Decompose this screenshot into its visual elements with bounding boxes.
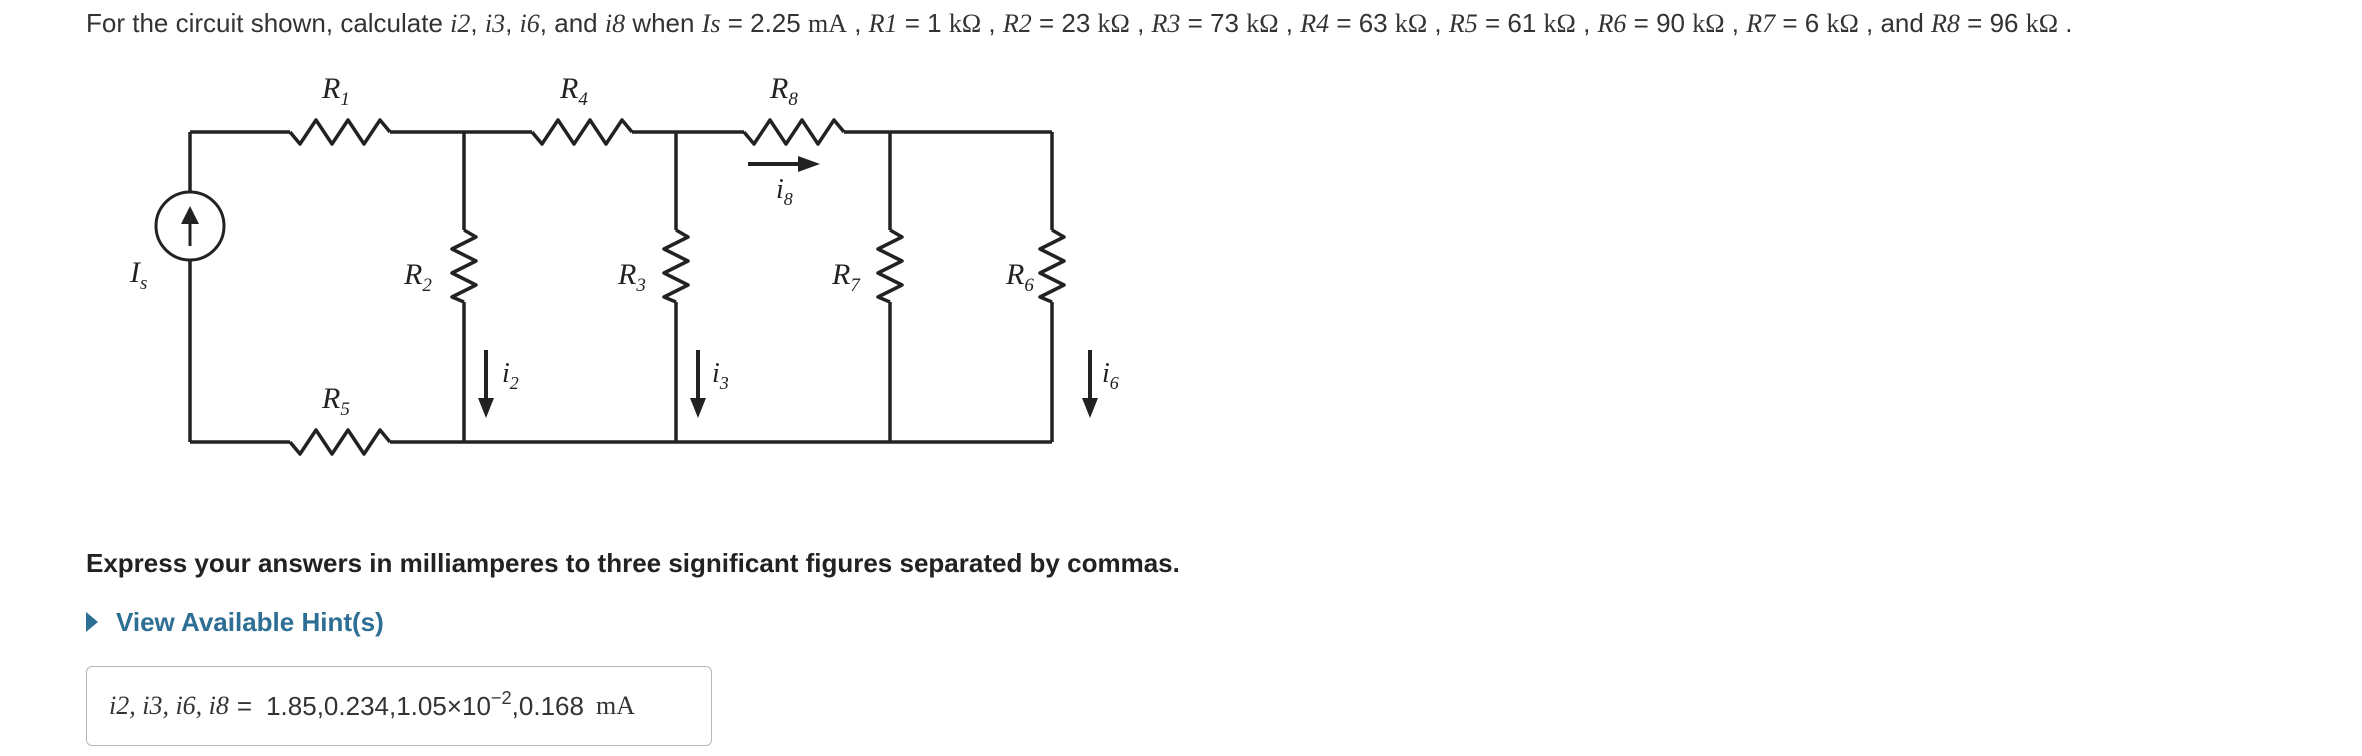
label-r8 (769, 72, 798, 110)
current-i2 (450, 9, 470, 38)
var-text: i2 (450, 9, 471, 38)
label-main: i (502, 358, 510, 389)
label-is (129, 256, 147, 294)
label-r3 (617, 258, 646, 296)
resistor-value-r4: R4 = 63 kΩ , (1300, 8, 1449, 38)
resistor-number: = 6 (1775, 8, 1827, 38)
arrow-i8-head (798, 156, 820, 172)
answer-value-exponent: −2 (490, 687, 512, 708)
view-hints-link[interactable] (86, 605, 384, 639)
resistor-value-r1: R1 = 1 kΩ , (868, 8, 1003, 38)
resistor-symbol: R1 (868, 9, 898, 38)
arrow-i6-head (1082, 398, 1098, 418)
answer-input[interactable] (86, 666, 712, 746)
resistor-symbol: R2 (1002, 9, 1032, 38)
label-sub: 3 (636, 275, 646, 296)
answer-value (266, 687, 584, 722)
label-sub: 2 (509, 373, 519, 393)
label-sub: 4 (578, 89, 588, 110)
view-hints-label: View Available Hint(s) (116, 606, 384, 637)
label-r7 (831, 258, 861, 296)
label-sub: 5 (340, 399, 350, 420)
resistor-r7 (878, 230, 902, 302)
caret-right-icon (86, 612, 98, 632)
resistor-symbol: R6 (1597, 9, 1627, 38)
resistor-value-r5: R5 = 61 kΩ , (1448, 8, 1598, 38)
resistor-r3 (664, 230, 688, 302)
resistor-r2 (452, 230, 476, 302)
resistor-symbol: R4 (1300, 9, 1330, 38)
resistor-r1 (290, 120, 390, 144)
label-main: R (618, 258, 637, 291)
label-i3 (712, 358, 729, 393)
resistor-unit: kΩ (1543, 9, 1576, 38)
label-r2 (403, 258, 432, 296)
var-text: i3 (484, 9, 506, 38)
label-r1 (321, 72, 350, 110)
resistor-list (869, 8, 2073, 38)
label-r5 (321, 382, 350, 420)
resistor-number: = 63 (1329, 8, 1395, 38)
resistor-symbol: R8 (1931, 9, 1960, 38)
label-r6 (1005, 258, 1034, 296)
resistor-number: = 96 (1959, 8, 2026, 38)
resistor-r5 (290, 430, 390, 454)
answer-value-tail: ,0.168 (511, 690, 584, 721)
label-r4 (559, 72, 588, 110)
label-sub: 6 (1024, 275, 1034, 296)
resistor-r6 (1040, 230, 1064, 302)
label-i8 (776, 174, 793, 209)
label-sub: 3 (719, 373, 729, 393)
answer-value-main: 1.85,0.234,1.05×10 (266, 690, 491, 721)
label-sub: 8 (783, 189, 793, 209)
resistor-symbol: R5 (1448, 9, 1478, 38)
resistor-symbol: R3 (1151, 9, 1181, 38)
answer-label: i2, i3, i6, i8 (109, 691, 229, 720)
label-sub: 8 (788, 89, 798, 110)
label-sub: 7 (850, 275, 860, 296)
label-i6 (1102, 358, 1119, 393)
label-main: R (560, 72, 579, 105)
label-sub: 1 (340, 89, 350, 110)
problem-intro: For the circuit shown, calculate (86, 8, 443, 38)
resistor-value-r7: R7 = 6 kΩ , (1746, 8, 1881, 38)
resistor-unit: kΩ (2025, 9, 2059, 38)
resistor-r4 (532, 120, 632, 144)
current-i6 (520, 9, 540, 38)
current-i3 (485, 9, 505, 38)
label-main: R (770, 72, 789, 105)
resistor-symbol: R7 (1746, 9, 1776, 38)
answer-unit: mA (595, 691, 635, 720)
label-main: I (130, 256, 140, 289)
resistor-unit: kΩ (1394, 9, 1428, 38)
when-word: when (632, 8, 695, 38)
resistor-unit: kΩ (1097, 9, 1130, 38)
circuit-diagram (120, 70, 1120, 470)
source-value: 2.25 (750, 8, 801, 38)
resistor-unit: kΩ (948, 9, 982, 38)
resistor-r8 (744, 120, 844, 144)
resistor-unit: kΩ (1692, 9, 1725, 38)
resistor-number: = 73 (1180, 8, 1247, 38)
var-text: i8 (604, 9, 626, 38)
resistor-number: = 90 (1626, 8, 1693, 38)
arrow-i2-head (478, 398, 494, 418)
instruction-text: Express your answers in milliamperes to three significant figures separated by commas. (86, 548, 1180, 578)
current-i8 (605, 9, 625, 38)
source-unit: mA (807, 9, 847, 38)
label-main: R (322, 72, 341, 105)
source-symbol: Is (701, 9, 721, 38)
resistor-unit: kΩ (1246, 9, 1279, 38)
resistor-number: = 23 (1031, 8, 1098, 38)
answer-equals: = (236, 690, 253, 721)
var-text: i6 (519, 9, 540, 38)
label-main: i (712, 358, 720, 389)
resistor-unit: kΩ (1826, 9, 1859, 38)
label-sub: 6 (1109, 373, 1119, 393)
and-word: and (1880, 8, 1932, 38)
problem-statement: For the circuit shown, calculate i2, i3, i6, and i8 when Is = 2.25 mA , R1 = 1 kΩ , R2 = 23 kΩ , R3 = 73 kΩ , R4 = 63 kΩ , R5 = 61 kΩ , R6 = 90 kΩ , R7 = 6 kΩ , and R8 = 96 kΩ . (86, 8, 2073, 38)
label-sub: s (140, 273, 148, 294)
resistor-value-r2: R2 = 23 kΩ , (1002, 8, 1152, 38)
resistor-value-r3: R3 = 73 kΩ , (1151, 8, 1301, 38)
label-main: i (1102, 358, 1110, 389)
label-main: R (1006, 258, 1025, 291)
label-main: R (832, 258, 851, 291)
label-main: R (322, 382, 341, 415)
resistor-number: = 61 (1477, 8, 1544, 38)
label-main: i (776, 174, 784, 205)
label-sub: 2 (422, 275, 432, 296)
label-main: R (404, 258, 423, 291)
label-i2 (502, 358, 519, 393)
current-source-arrowhead (181, 206, 199, 224)
resistor-value-r6: R6 = 90 kΩ , (1597, 8, 1747, 38)
resistor-value-r8: R8 = 96 kΩ . (1931, 8, 2073, 38)
arrow-i3-head (690, 398, 706, 418)
resistor-number: = 1 (897, 8, 949, 38)
